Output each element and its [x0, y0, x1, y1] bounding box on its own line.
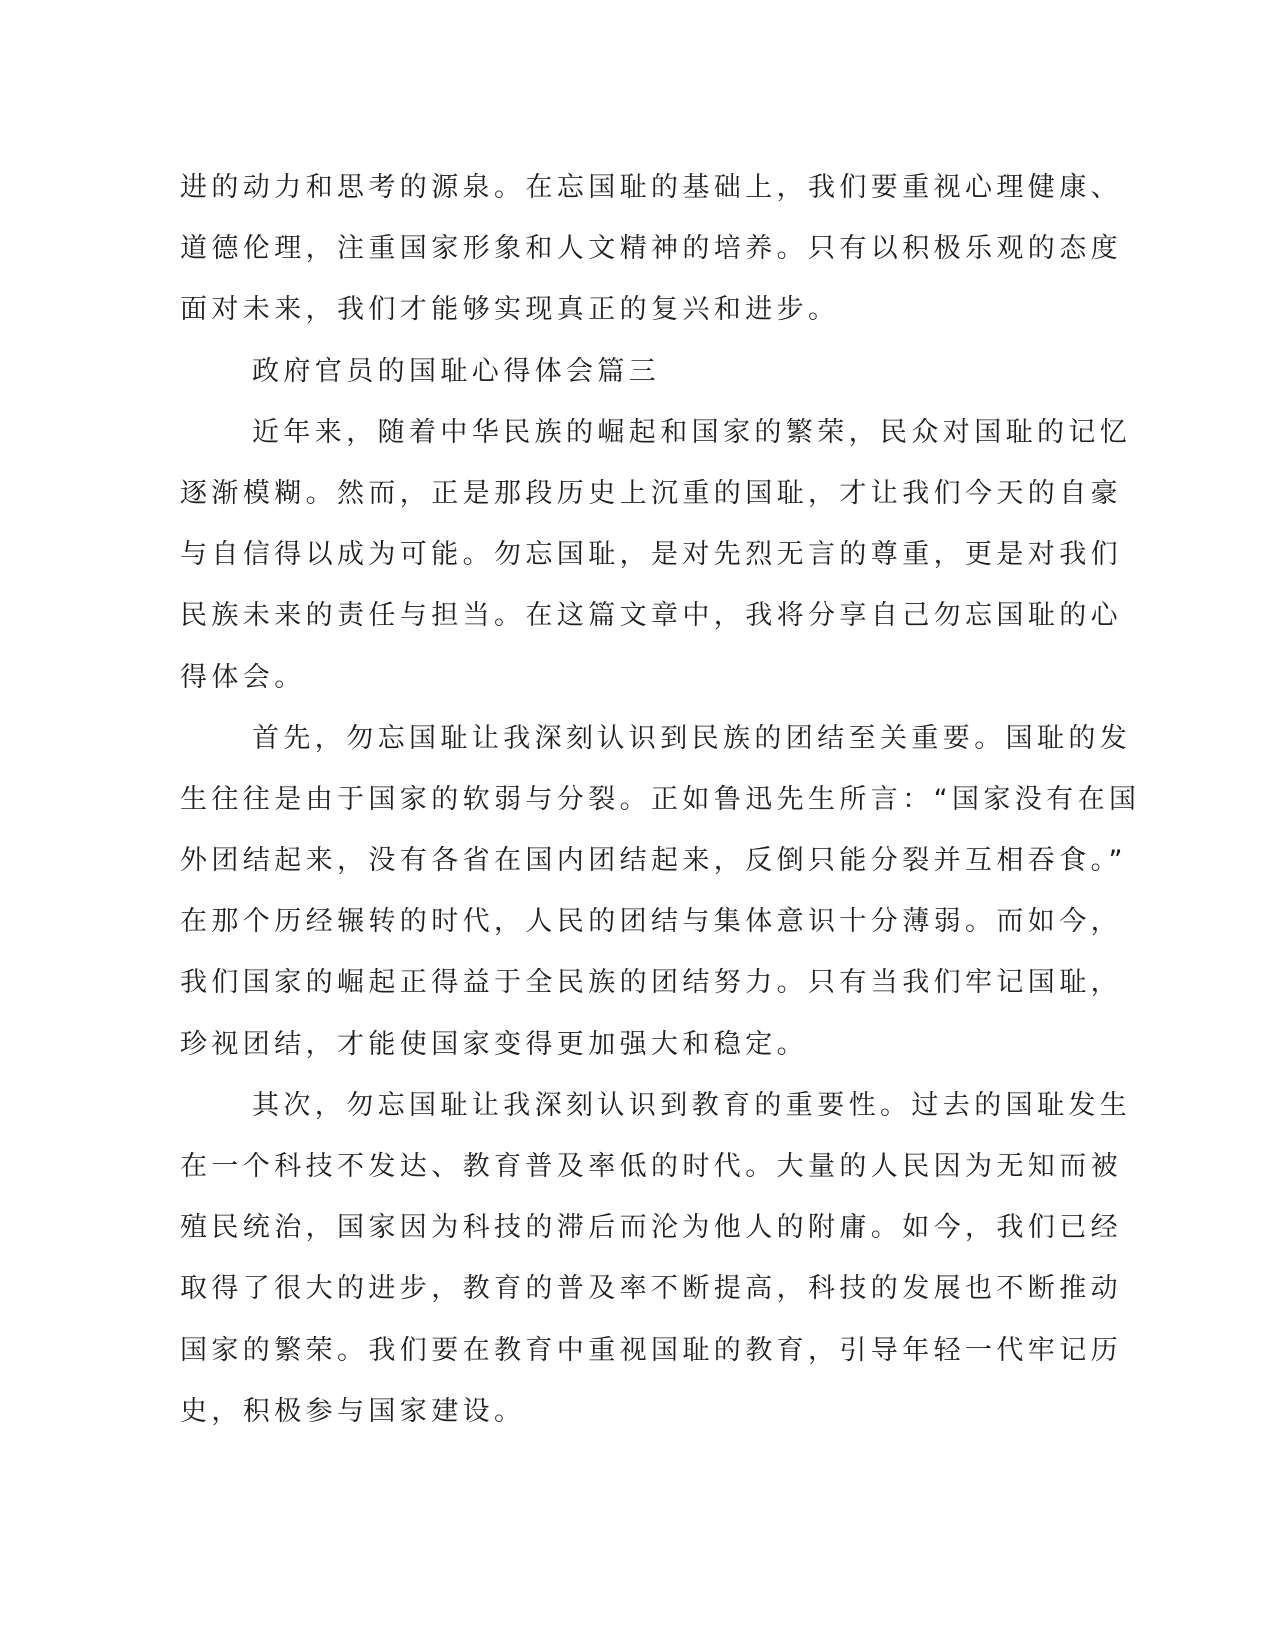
- text-line: 取得了很大的进步，教育的普及率不断提高，科技的发展也不断推动: [180, 1273, 1122, 1305]
- text-line: 逐渐模糊。然而，正是那段历史上沉重的国耻，才让我们今天的自豪: [180, 477, 1122, 509]
- paragraph: [180, 1075, 1132, 1442]
- text-line: 在那个历经辗转的时代，人民的团结与集体意识十分薄弱。而如今，: [180, 906, 1122, 938]
- text-line: 史，积极参与国家建设。: [180, 1395, 526, 1427]
- text-line: 外团结起来，没有各省在国内团结起来，反倒只能分裂并互相吞食。”: [180, 845, 1127, 877]
- paragraph: [180, 708, 1141, 1075]
- heading-text: 政府官员的国耻心得体会篇三: [252, 355, 661, 387]
- text-line: 民族未来的责任与担当。在这篇文章中，我将分享自己勿忘国耻的心: [180, 600, 1122, 632]
- text-line: 我们国家的崛起正得益于全民族的团结努力。只有当我们牢记国耻，: [180, 967, 1122, 999]
- text-line: 面对未来，我们才能够实现真正的复兴和进步。: [180, 294, 840, 326]
- text-line: 珍视团结，才能使国家变得更加强大和稳定。: [180, 1028, 808, 1060]
- text-line: 首先，勿忘国耻让我深刻认识到民族的团结至关重要。国耻的发: [252, 722, 1132, 754]
- text-line: 其次，勿忘国耻让我深刻认识到教育的重要性。过去的国耻发生: [252, 1089, 1132, 1121]
- text-line: 进的动力和思考的源泉。在忘国耻的基础上，我们要重视心理健康、: [180, 172, 1122, 203]
- paragraph: [180, 157, 1122, 341]
- text-line: 道德伦理，注重国家形象和人文精神的培养。只有以积极乐观的态度: [180, 233, 1122, 265]
- text-line: 近年来，随着中华民族的崛起和国家的繁荣，民众对国耻的记忆: [252, 416, 1132, 448]
- paragraph: [180, 402, 1132, 708]
- text-line: 国家的繁荣。我们要在教育中重视国耻的教育，引导年轻一代牢记历: [180, 1334, 1122, 1366]
- text-line: 与自信得以成为可能。勿忘国耻，是对先烈无言的尊重，更是对我们: [180, 539, 1122, 571]
- text-line: 得体会。: [180, 661, 306, 693]
- document-body: [180, 157, 1141, 1442]
- section-heading: [180, 341, 1030, 402]
- text-line: 生往往是由于国家的软弱与分裂。正如鲁迅先生所言：“国家没有在国: [180, 783, 1141, 815]
- text-line: 殖民统治，国家因为科技的滞后而沦为他人的附庸。如今，我们已经: [180, 1212, 1122, 1244]
- text-line: 在一个科技不发达、教育普及率低的时代。大量的人民因为无知而被: [180, 1151, 1122, 1182]
